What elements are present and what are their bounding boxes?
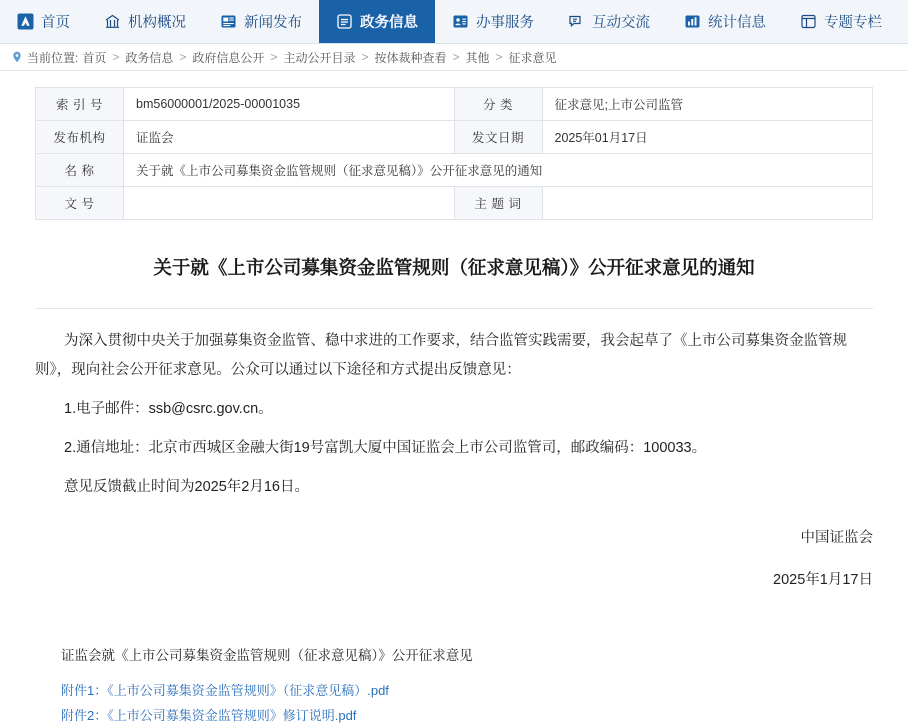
nav-item-label: 办事服务 (476, 15, 534, 31)
attachment-label: 附件1： (61, 682, 108, 698)
meta-key-issuing-agency: 发布机构 (36, 121, 124, 154)
nav-item-label: 专题专栏 (824, 15, 882, 31)
document-signature-block (35, 524, 873, 595)
top-navigation (0, 0, 908, 44)
nav-item-label: 机构概况 (128, 15, 186, 31)
table-row (36, 154, 873, 187)
table-row (36, 121, 873, 154)
breadcrumb-item-5[interactable]: 按体裁种查看 (374, 50, 447, 65)
nav-item-news[interactable] (203, 0, 319, 43)
attachment-list (35, 678, 873, 728)
meta-value-name: 关于就《上市公司募集资金监管规则（征求意见稿）》公开征求意见的通知 (124, 154, 873, 187)
news-icon (220, 13, 237, 30)
breadcrumb-label: 当前位置: (27, 50, 79, 65)
paragraph-3: 2.通信地址：北京市西城区金融大街19号富凯大厦中国证监会上市公司监管司，邮政编码：100033。 (64, 439, 707, 456)
meta-value-issuing-agency: 证监会 (124, 121, 455, 154)
paragraph-2: 1.电子邮件：ssb@csrc.gov.cn。 (64, 401, 273, 418)
signature-date: 2025年1月17日 (773, 572, 873, 589)
service-icon (452, 13, 469, 30)
table-row (36, 187, 873, 220)
chart-icon (684, 13, 701, 30)
document-footer-note: 证监会就《上市公司募集资金监管规则（征求意见稿）》公开征求意见 (61, 647, 473, 663)
nav-item-label: 新闻发布 (244, 15, 302, 31)
page-content (0, 71, 908, 728)
paragraph-4: 意见反馈截止时间为2025年2月16日。 (64, 478, 309, 495)
nav-item-label: 首页 (41, 15, 70, 31)
meta-value-subject-words (542, 187, 873, 220)
attachment-link[interactable]: 《上市公司募集资金监管规则》（征求意见稿）.pdf (107, 682, 389, 698)
breadcrumb (0, 44, 908, 71)
nav-item-special-columns[interactable] (783, 0, 899, 43)
meta-key-subject-words: 主 题 词 (454, 187, 542, 220)
meta-value-index-number: bm56000001/2025-00001035 (124, 88, 455, 121)
nav-item-services[interactable] (435, 0, 551, 43)
nav-item-statistics[interactable] (667, 0, 783, 43)
column-icon (800, 13, 817, 30)
list-item[interactable] (61, 703, 873, 728)
breadcrumb-item-1[interactable]: 首页 (82, 50, 107, 65)
paragraph-1: 为深入贯彻中央关于加强募集资金监管、稳中求进的工作要求，结合监管实践需要，我会起草了《上市公司募集资金监管规则》，现向社会公开征求意见。公众可以通过以下途径和方式提出反馈意见： (35, 332, 847, 379)
breadcrumb-separator: > (270, 50, 278, 64)
attachment-label: 附件2： (61, 708, 108, 724)
breadcrumb-item-6[interactable]: 其他 (465, 50, 490, 65)
nav-item-government-info[interactable] (319, 0, 435, 43)
document-body (35, 309, 873, 596)
attachment-link[interactable]: 《上市公司募集资金监管规则》修订说明.pdf (107, 708, 357, 724)
document-metadata-table (35, 87, 873, 220)
breadcrumb-item-2[interactable]: 政务信息 (125, 50, 174, 65)
bank-icon (104, 13, 121, 30)
info-icon (336, 13, 353, 30)
meta-value-category: 征求意见;上市公司监管 (542, 88, 873, 121)
meta-key-category: 分 类 (454, 88, 542, 121)
breadcrumb-item-7[interactable]: 征求意见 (508, 50, 557, 65)
breadcrumb-separator: > (452, 50, 460, 64)
nav-item-label: 政务信息 (360, 15, 418, 31)
breadcrumb-separator: > (361, 50, 369, 64)
breadcrumb-separator: > (495, 50, 503, 64)
meta-key-issue-date: 发文日期 (454, 121, 542, 154)
home-logo-icon (17, 13, 34, 30)
table-row (36, 88, 873, 121)
meta-value-document-number (124, 187, 455, 220)
nav-item-organization[interactable] (87, 0, 203, 43)
meta-key-index-number: 索 引 号 (36, 88, 124, 121)
breadcrumb-item-4[interactable]: 主动公开目录 (283, 50, 356, 65)
nav-item-label: 互动交流 (592, 15, 650, 31)
breadcrumb-item-3[interactable]: 政府信息公开 (192, 50, 265, 65)
list-item[interactable] (61, 678, 873, 703)
signature-organization: 中国证监会 (800, 530, 873, 547)
nav-item-interaction[interactable] (551, 0, 667, 43)
meta-key-document-number: 文 号 (36, 187, 124, 220)
breadcrumb-separator: > (179, 50, 187, 64)
chat-icon (568, 13, 585, 30)
nav-item-home[interactable] (0, 0, 87, 43)
meta-key-name: 名 称 (36, 154, 124, 187)
breadcrumb-separator: > (112, 50, 120, 64)
page-title: 关于就《上市公司募集资金监管规则（征求意见稿）》公开征求意见的通知 (153, 257, 755, 278)
meta-value-issue-date: 2025年01月17日 (542, 121, 873, 154)
location-pin-icon (10, 51, 23, 64)
nav-item-label: 统计信息 (708, 15, 766, 31)
